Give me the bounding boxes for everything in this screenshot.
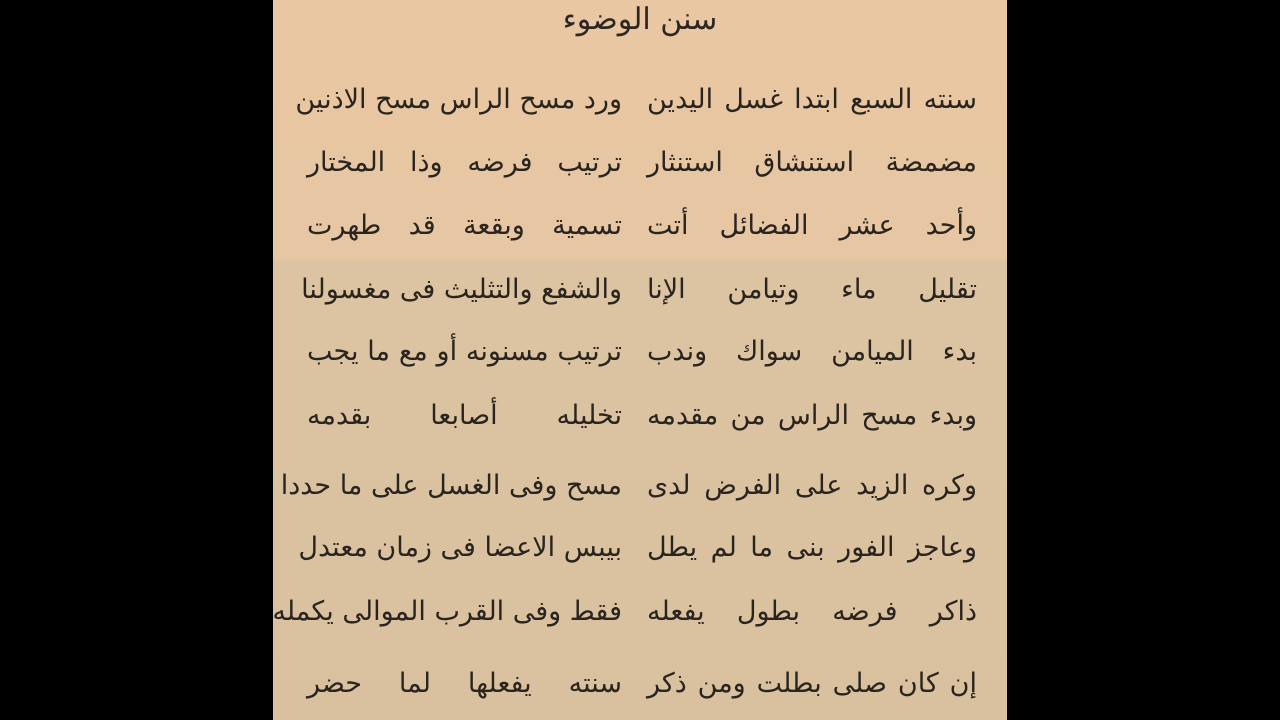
- verse-first-hemistich: إن كان صلى بطلت ومن ذكر: [647, 668, 977, 699]
- verse-first-hemistich: سنته السبع ابتدا غسل اليدين: [647, 84, 977, 115]
- verse-second-hemistich: تسمية وبقعة قد طهرت: [307, 210, 622, 241]
- verse-first-hemistich: تقليل ماء وتيامن الإنا: [647, 274, 977, 305]
- verse-line: [273, 584, 1007, 640]
- verse-line: [273, 656, 1007, 712]
- poem-title: سنن الوضوء: [562, 2, 718, 37]
- verse-line: [273, 458, 1007, 514]
- verse-line: [273, 198, 1007, 254]
- verse-first-hemistich: وكره الزيد على الفرض لدى: [647, 470, 977, 501]
- verse-second-hemistich: مسح وفى الغسل على ما حددا: [280, 470, 622, 501]
- verse-second-hemistich: ورد مسح الراس مسح الاذنين: [295, 84, 622, 115]
- verse-first-hemistich: ذاكر فرضه بطول يفعله: [647, 596, 977, 627]
- verse-second-hemistich: فقط وفى القرب الموالى يكمله: [272, 596, 622, 627]
- verse-line: [273, 72, 1007, 128]
- verse-line: [273, 324, 1007, 380]
- verse-line: [273, 262, 1007, 318]
- verse-second-hemistich: تخليله أصابعا بقدمه: [307, 400, 622, 431]
- verse-first-hemistich: وأحد عشر الفضائل أتت: [647, 210, 977, 241]
- verse-first-hemistich: بدء الميامن سواك وندب: [647, 336, 977, 367]
- verse-second-hemistich: سنته يفعلها لما حضر: [307, 668, 622, 699]
- verse-line: [273, 520, 1007, 576]
- verse-line: [273, 135, 1007, 191]
- verse-first-hemistich: وعاجز الفور بنى ما لم يطل: [647, 532, 977, 563]
- verse-line: [273, 388, 1007, 444]
- verse-first-hemistich: مضمضة استنشاق استنثار: [647, 147, 977, 178]
- verse-second-hemistich: بيبس الاعضا فى زمان معتدل: [298, 532, 622, 563]
- scanned-page: [273, 0, 1007, 720]
- verse-second-hemistich: ترتيب مسنونه أو مع ما يجب: [307, 336, 622, 367]
- verse-first-hemistich: وبدء مسح الراس من مقدمه: [647, 400, 977, 431]
- verse-second-hemistich: والشفع والتثليث فى مغسولنا: [301, 274, 622, 305]
- verse-second-hemistich: ترتيب فرضه وذا المختار: [307, 147, 622, 178]
